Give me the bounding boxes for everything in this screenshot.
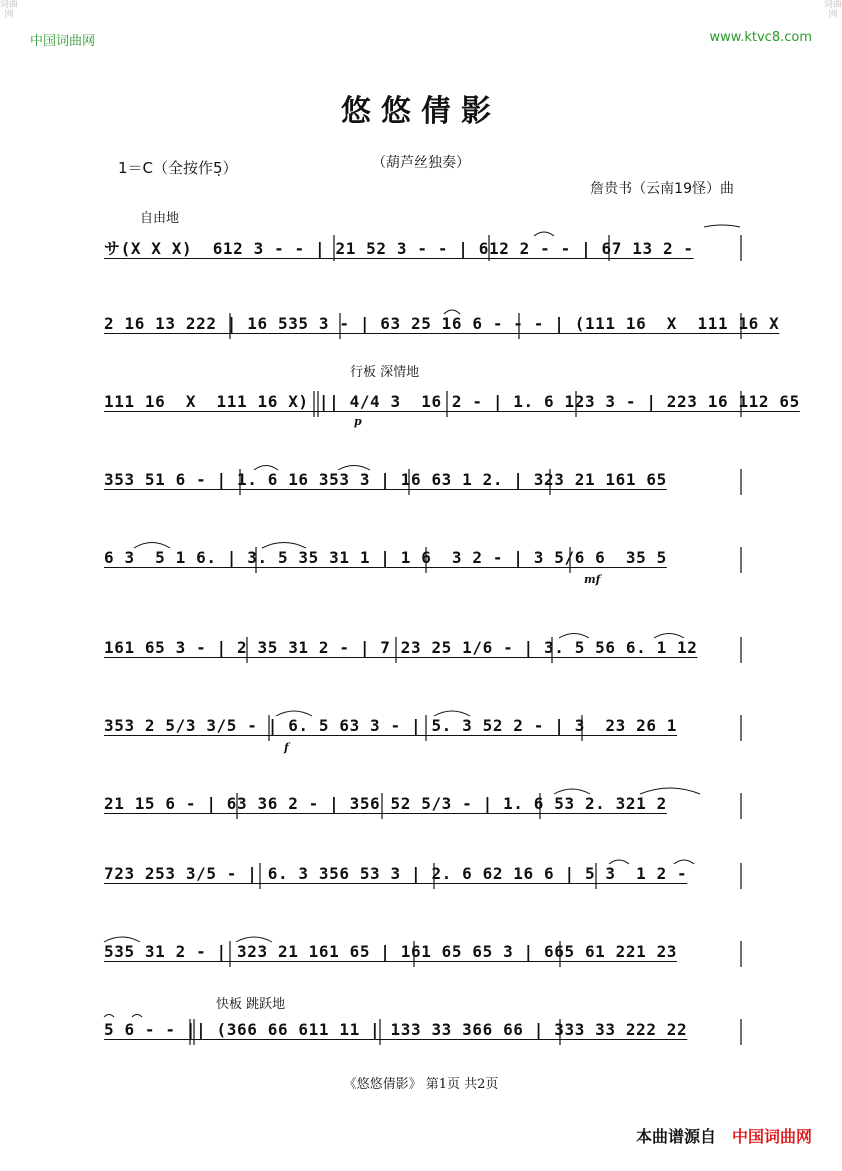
score-row: [104, 311, 780, 345]
subtitle: （葫芦丝独奏）: [372, 155, 470, 171]
score-notation: 21 15 6 - | 63 36 2 - | 356 52 5/3 - | 1. 6 53 2. 321 2: [104, 794, 667, 813]
score-row: [104, 545, 744, 586]
score-row: [104, 635, 744, 669]
score-row: [104, 1017, 744, 1051]
score-notation: 5 6 - - || (366 66 611 11 | 133 33 366 66 | 333 33 222 22: [104, 1020, 688, 1039]
score-row: [104, 467, 744, 501]
site-url-link[interactable]: www.ktvc8.com: [709, 30, 812, 45]
score-row: [104, 233, 744, 267]
key-signature: 1＝C（全按作5̣）: [118, 159, 238, 177]
score-notation: 535 31 2 - | 323 21 161 65 | 161 65 65 3 | 665 61 221 23: [104, 942, 678, 961]
source-credit: [636, 1124, 812, 1147]
score-notation: 111 16 X 111 16 X) || 4/4 3 16 2 - | 1. 6 123 3 - | 223 16 112 65: [104, 392, 800, 411]
score-row: [104, 861, 744, 895]
watermark-strip-left: [0, 0, 18, 1171]
tempo-mark-moderate: 行板 深情地: [350, 365, 420, 380]
watermark-text: 词曲网: [0, 0, 18, 20]
watermark-strip-right: [824, 0, 842, 1171]
source-brand-link[interactable]: 中国词曲网: [731, 1127, 812, 1146]
tempo-mark-fast: 快板 跳跃地: [216, 997, 286, 1012]
composer-credit: 詹贵书（云南19怪）曲: [590, 181, 734, 197]
score-notation: 353 2 5/3 3/5 - | 6. 5 63 3 - | 5. 3 52 2 - | 3 23 26 1: [104, 716, 678, 735]
page-title: 悠悠倩影: [341, 94, 501, 129]
score-row: [104, 939, 744, 973]
page-footer: 《悠悠倩影》 第1页 共2页: [343, 1077, 499, 1092]
score-notation: 6 3 5 1 6. | 3. 5 35 31 1 | 1 6 3 2 - | 3 5/6 6 35 5: [104, 548, 667, 567]
dynamic-p: p: [354, 415, 362, 428]
score-notation: 2 16 13 222 | 16 535 3 - | 63 25 16 6 - - - | (111 16 X 111 16 X: [104, 314, 780, 333]
score-row: [104, 713, 744, 754]
score-notation: サ(X X X) 612 3 - - | 21 52 3 - - | 612 2 - - | 67 13 2 -: [104, 239, 694, 258]
watermark-text: 词曲网: [824, 0, 842, 20]
dynamic-mf: mf: [584, 573, 601, 586]
tempo-mark-free: 自由地: [140, 211, 180, 226]
score-row: [104, 791, 744, 825]
dynamic-f: f: [284, 741, 289, 754]
score-row: [104, 389, 800, 428]
score-notation: 353 51 6 - | 1. 6 16 353 3 | 16 63 1 2. | 323 21 161 65: [104, 470, 667, 489]
score-notation: 723 253 3/5 - | 6. 3 356 53 3 | 2. 6 62 16 6 | 5 3 1 2 -: [104, 864, 688, 883]
site-name-link[interactable]: 中国词曲网: [30, 34, 96, 49]
score-notation: 161 65 3 - | 2 35 31 2 - | 7 23 25 1/6 - | 3. 5 56 6. 1 12: [104, 638, 698, 657]
source-label: 本曲谱源自: [635, 1127, 716, 1146]
